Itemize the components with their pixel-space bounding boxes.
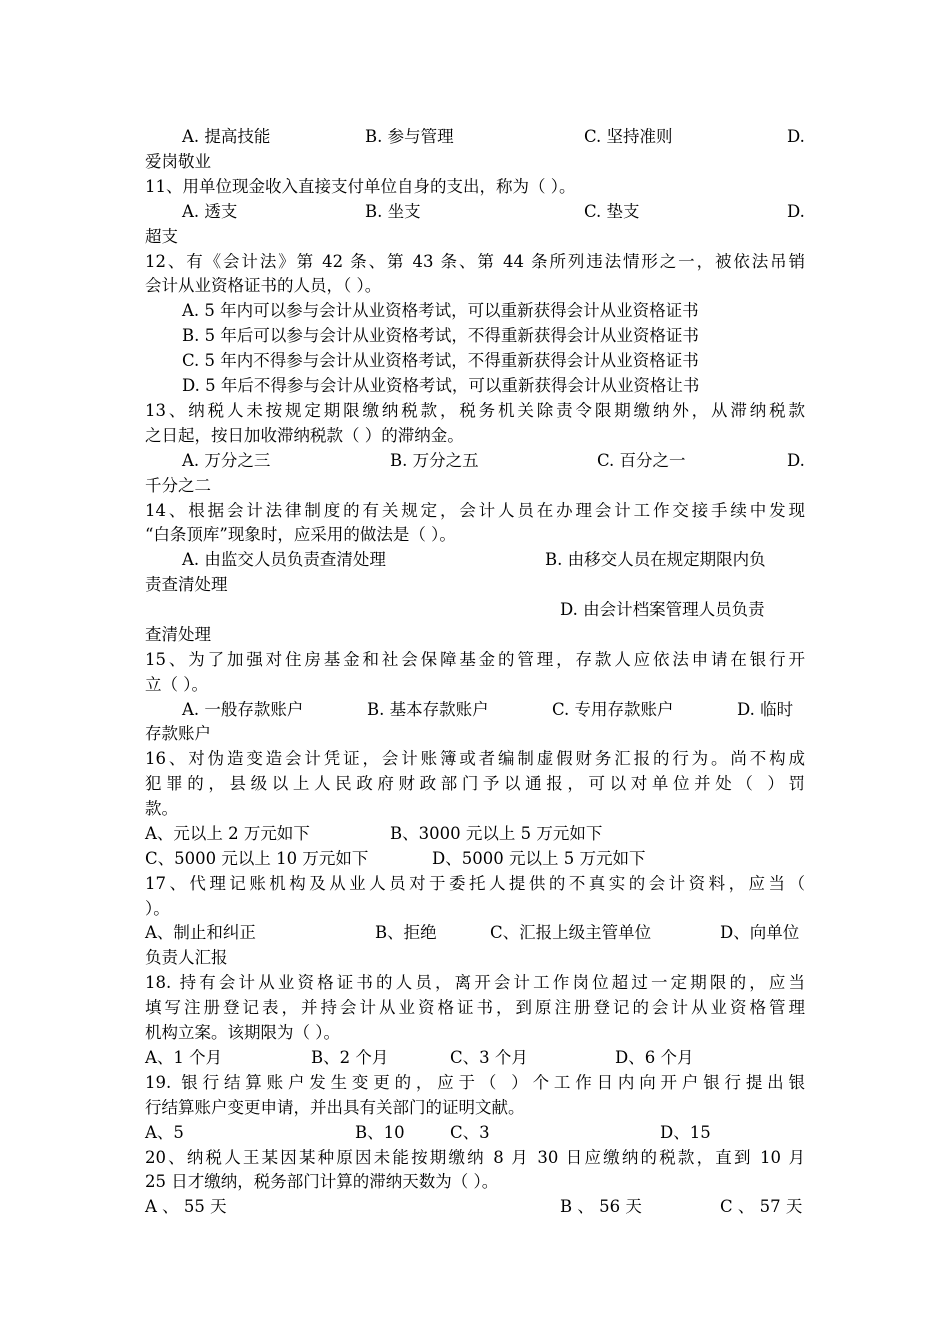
q13-option-c: C. 百分之一 (597, 451, 686, 470)
q11-option-a: A. 透支 (182, 202, 238, 221)
q17-option-c: C、汇报上级主管单位 (490, 923, 652, 942)
q15-option-d-text: 存款账户 (145, 724, 211, 743)
q15-option-d: D. 临时 (737, 700, 794, 719)
q14-option-d-text: 查清处理 (145, 625, 211, 644)
q20-option-b: B 、 56 天 (560, 1197, 642, 1216)
q13-stem-line1: 13、纳税人未按规定期限缴纳税款，税务机关除责令限期缴纳外，从滞纳税款 (145, 401, 805, 420)
q11-option-d-text: 超支 (145, 227, 178, 246)
q16-option-d: D、5000 元以上 5 万元如下 (432, 849, 646, 868)
q17-option-a: A、制止和纠正 (145, 923, 256, 942)
q17-stem-line2: ）。 (145, 899, 170, 918)
q10-options (182, 124, 805, 149)
q18-stem-line2: 填写注册登记表，并持会计从业资格证书，到原注册登记的会计从业资格管理 (145, 998, 805, 1017)
q19-options (145, 1120, 805, 1145)
q11-option-b: B. 坐支 (365, 202, 421, 221)
q15-option-b: B. 基本存款账户 (367, 700, 489, 719)
q19-stem-line1: 19. 银行结算账户发生变更的，应于（ ）个工作日内向开户银行提出银 (145, 1073, 805, 1092)
q14-stem-line2: “白条顶库”现象时，应采用的做法是（ ）。 (145, 525, 456, 544)
q17-options (145, 920, 805, 945)
q18-stem-line3: 机构立案。该期限为（ ）。 (145, 1023, 340, 1042)
q15-option-c: C. 专用存款账户 (552, 700, 674, 719)
q11-stem: 11、用单位现金收入直接支付单位自身的支出，称为（ ）。 (145, 177, 576, 196)
q20-option-c: C 、 57 天 (720, 1197, 803, 1216)
q16-stem-line2: 犯罪的，县级以上人民政府财政部门予以通报，可以对单位并处（ ）罚 (145, 774, 805, 793)
q20-stem-line1: 20、纳税人王某因某种原因未能按期缴纳 8 月 30 日应缴纳的税款，直到 10 月 (145, 1148, 805, 1167)
q12-option-d: D. 5 年后不得参与会计从业资格考试，可以重新获得会计从业资格让书 (182, 376, 700, 395)
q10-option-a: A. 提高技能 (182, 127, 271, 146)
q16-option-b: B、3000 元以上 5 万元如下 (390, 824, 603, 843)
q12-stem-line2: 会计从业资格证书的人员，（ ）。 (145, 276, 382, 295)
q10-option-d-text: 爱岗敬业 (145, 152, 211, 171)
q16-options-ab (145, 821, 805, 846)
q16-options-cd (145, 846, 805, 871)
q13-options (182, 448, 805, 473)
q10-option-b: B. 参与管理 (365, 127, 454, 146)
q13-option-a: A. 万分之三 (182, 451, 271, 470)
q11-option-d: D. (787, 202, 805, 221)
q10-option-c: C. 坚持准则 (584, 127, 673, 146)
q18-option-d: D、6 个月 (615, 1048, 694, 1067)
q17-option-d-text: 负责人汇报 (145, 948, 228, 967)
q14-option-a: A. 由监交人员负责查清处理 (182, 550, 386, 569)
q14-options-ab (182, 547, 805, 572)
q19-option-c: C、3 (450, 1123, 490, 1142)
q11-option-c: C. 垫支 (584, 202, 640, 221)
q18-option-c: C、3 个月 (450, 1048, 528, 1067)
q13-option-b: B. 万分之五 (390, 451, 479, 470)
q11-options (182, 199, 805, 224)
q14-option-b-text: 责查清处理 (145, 575, 228, 594)
q19-option-b: B、10 (355, 1123, 405, 1142)
q12-option-b: B. 5 年后可以参与会计从业资格考试，不得重新获得会计从业资格证书 (182, 326, 699, 345)
q18-options (145, 1045, 805, 1070)
q17-stem-line1: 17、代理记账机构及从业人员对于委托人提供的不真实的会计资料，应当（ (145, 874, 805, 893)
q18-option-a: A、1 个月 (145, 1048, 223, 1067)
q16-stem-line3: 款。 (145, 799, 178, 818)
q18-stem-line1: 18. 持有会计从业资格证书的人员，离开会计工作岗位超过一定期限的，应当 (145, 973, 805, 992)
q15-options (182, 697, 805, 722)
q20-options (145, 1194, 805, 1219)
q18-option-b: B、2 个月 (311, 1048, 389, 1067)
q17-option-b: B、拒绝 (375, 923, 437, 942)
q19-stem-line2: 行结算账户变更申请，并出具有关部门的证明文献。 (145, 1098, 525, 1117)
q20-stem-line2: 25 日才缴纳，税务部门计算的滞纳天数为（ ）。 (145, 1172, 499, 1191)
q17-option-d: D、向单位 (720, 923, 800, 942)
q15-stem-line2: 立（ ）。 (145, 675, 208, 694)
q16-option-a: A、元以上 2 万元如下 (145, 824, 310, 843)
q14-option-d: D. 由会计档案管理人员负责 (560, 600, 765, 619)
q14-stem-line1: 14、根据会计法律制度的有关规定，会计人员在办理会计工作交接手续中发现 (145, 501, 805, 520)
q13-option-d: D. (787, 451, 805, 470)
q19-option-a: A、5 (145, 1123, 184, 1142)
q15-stem-line1: 15、为了加强对住房基金和社会保障基金的管理，存款人应依法申请在银行开 (145, 650, 805, 669)
q14-option-b: B. 由移交人员在规定期限内负 (545, 550, 766, 569)
q13-option-d-text: 千分之二 (145, 476, 211, 495)
q10-option-d: D. (787, 127, 805, 146)
q19-option-d: D、15 (660, 1123, 711, 1142)
q16-option-c: C、5000 元以上 10 万元如下 (145, 849, 369, 868)
q16-stem-line1: 16、对伪造变造会计凭证，会计账簿或者编制虚假财务汇报的行为。尚不构成 (145, 749, 805, 768)
q20-option-a: A 、 55 天 (145, 1197, 227, 1216)
q15-option-a: A. 一般存款账户 (182, 700, 304, 719)
q12-option-a: A. 5 年内可以参与会计从业资格考试，可以重新获得会计从业资格证书 (182, 301, 699, 320)
q12-option-c: C. 5 年内不得参与会计从业资格考试，不得重新获得会计从业资格证书 (182, 351, 699, 370)
q13-stem-line2: 之日起，按日加收滞纳税款（ ）的滞纳金。 (145, 426, 464, 445)
q14-options-cd (182, 597, 805, 622)
q12-stem-line1: 12、有《会计法》第 42 条、第 43 条、第 44 条所列违法情形之一，被依法吊销 (145, 252, 805, 271)
